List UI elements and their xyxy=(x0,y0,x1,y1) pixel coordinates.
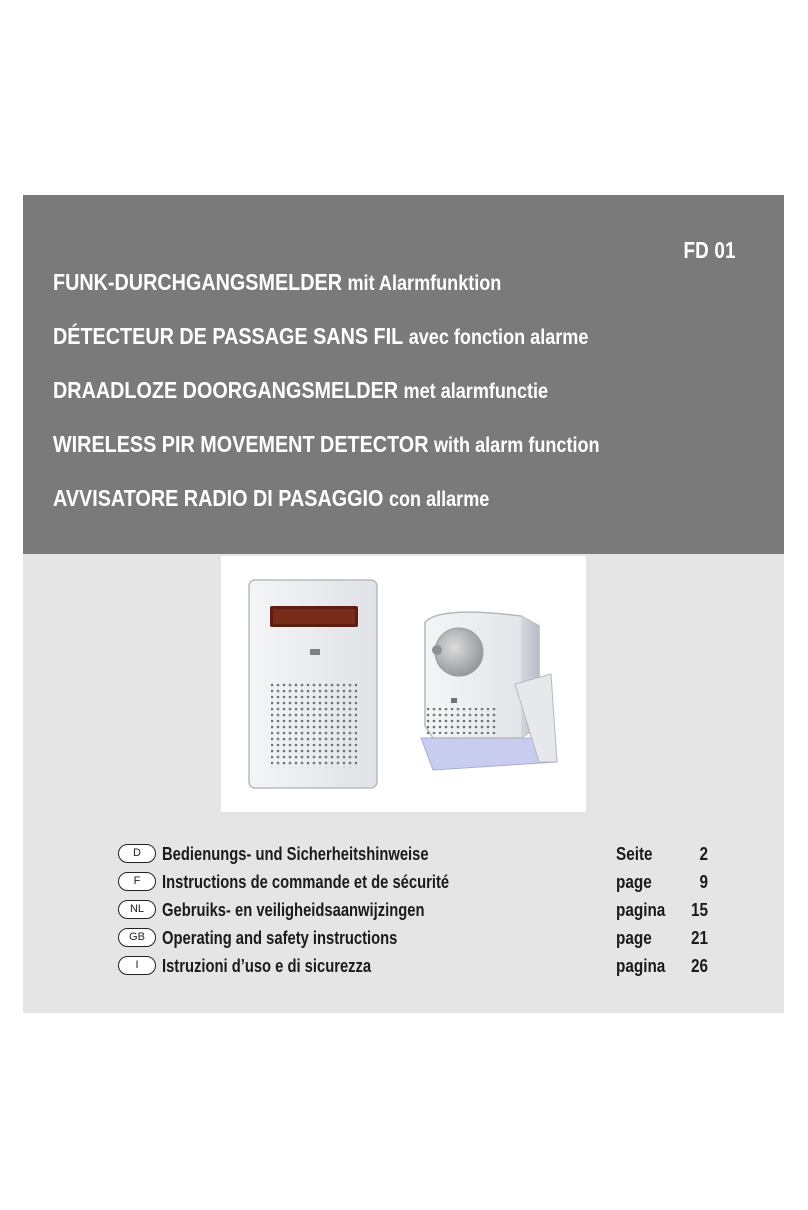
title-nl xyxy=(53,375,600,429)
model-number: FD 01 xyxy=(683,237,736,263)
title-fr xyxy=(53,321,600,375)
receiver-unit xyxy=(249,580,377,788)
toc-page-word-nl: pagina xyxy=(616,900,666,920)
title-it-rest: con allarme xyxy=(388,488,490,511)
toc-label-de: Bedienungs- und Sicherheitshinweise xyxy=(162,844,429,864)
toc-row-gb[interactable] xyxy=(118,924,708,952)
title-de-rest: mit Alarmfunktion xyxy=(347,272,502,295)
sensor-unit xyxy=(421,612,557,770)
toc-page-word-it: pagina xyxy=(616,956,666,976)
manual-cover xyxy=(23,195,784,1013)
toc-page-number-fr: 9 xyxy=(699,872,708,892)
title-gb xyxy=(53,429,600,483)
product-photo xyxy=(221,556,586,812)
toc-page-number-nl: 15 xyxy=(690,900,708,920)
toc-row-it[interactable] xyxy=(118,952,708,980)
lang-badge-gb: GB xyxy=(118,928,156,947)
toc-label-it: Istruzioni d’uso e di sicurezza xyxy=(162,956,372,976)
toc-row-nl[interactable] xyxy=(118,896,708,924)
toc-label-gb: Operating and safety instructions xyxy=(162,928,398,948)
title-gb-bold: WIRELESS PIR MOVEMENT DETECTOR xyxy=(53,431,429,457)
toc-page-number-de: 2 xyxy=(699,844,708,864)
toc-page-word-gb: page xyxy=(616,928,652,948)
lang-badge-fr: F xyxy=(118,872,156,891)
title-it xyxy=(53,483,600,537)
toc-row-fr[interactable] xyxy=(118,868,708,896)
toc-row-de[interactable] xyxy=(118,840,708,868)
lang-badge-it: I xyxy=(118,956,156,975)
title-de xyxy=(53,267,600,321)
toc-label-nl: Gebruiks- en veiligheidsaanwijzingen xyxy=(162,900,425,920)
title-gb-rest: with alarm function xyxy=(433,434,600,457)
title-fr-bold: DÉTECTEUR DE PASSAGE SANS FIL xyxy=(53,323,404,349)
toc-page-word-fr: page xyxy=(616,872,652,892)
title-fr-rest: avec fonction alarme xyxy=(408,326,589,349)
title-de-bold: FUNK-DURCHGANGSMELDER xyxy=(53,269,343,295)
lang-badge-de: D xyxy=(118,844,156,863)
toc-page-number-it: 26 xyxy=(690,956,708,976)
toc-label-fr: Instructions de commande et de sécurité xyxy=(162,872,450,892)
product-illustration xyxy=(221,556,586,812)
title-band xyxy=(23,195,784,554)
product-titles xyxy=(53,267,689,537)
toc-page-number-gb: 21 xyxy=(690,928,708,948)
title-it-bold: AVVISATORE RADIO DI PASAGGIO xyxy=(53,485,384,511)
title-nl-rest: met alarmfunctie xyxy=(403,380,549,403)
title-nl-bold: DRAADLOZE DOORGANGSMELDER xyxy=(53,377,399,403)
toc-page-word-de: Seite xyxy=(616,844,653,864)
lang-badge-nl: NL xyxy=(118,900,156,919)
table-of-contents xyxy=(118,840,708,980)
